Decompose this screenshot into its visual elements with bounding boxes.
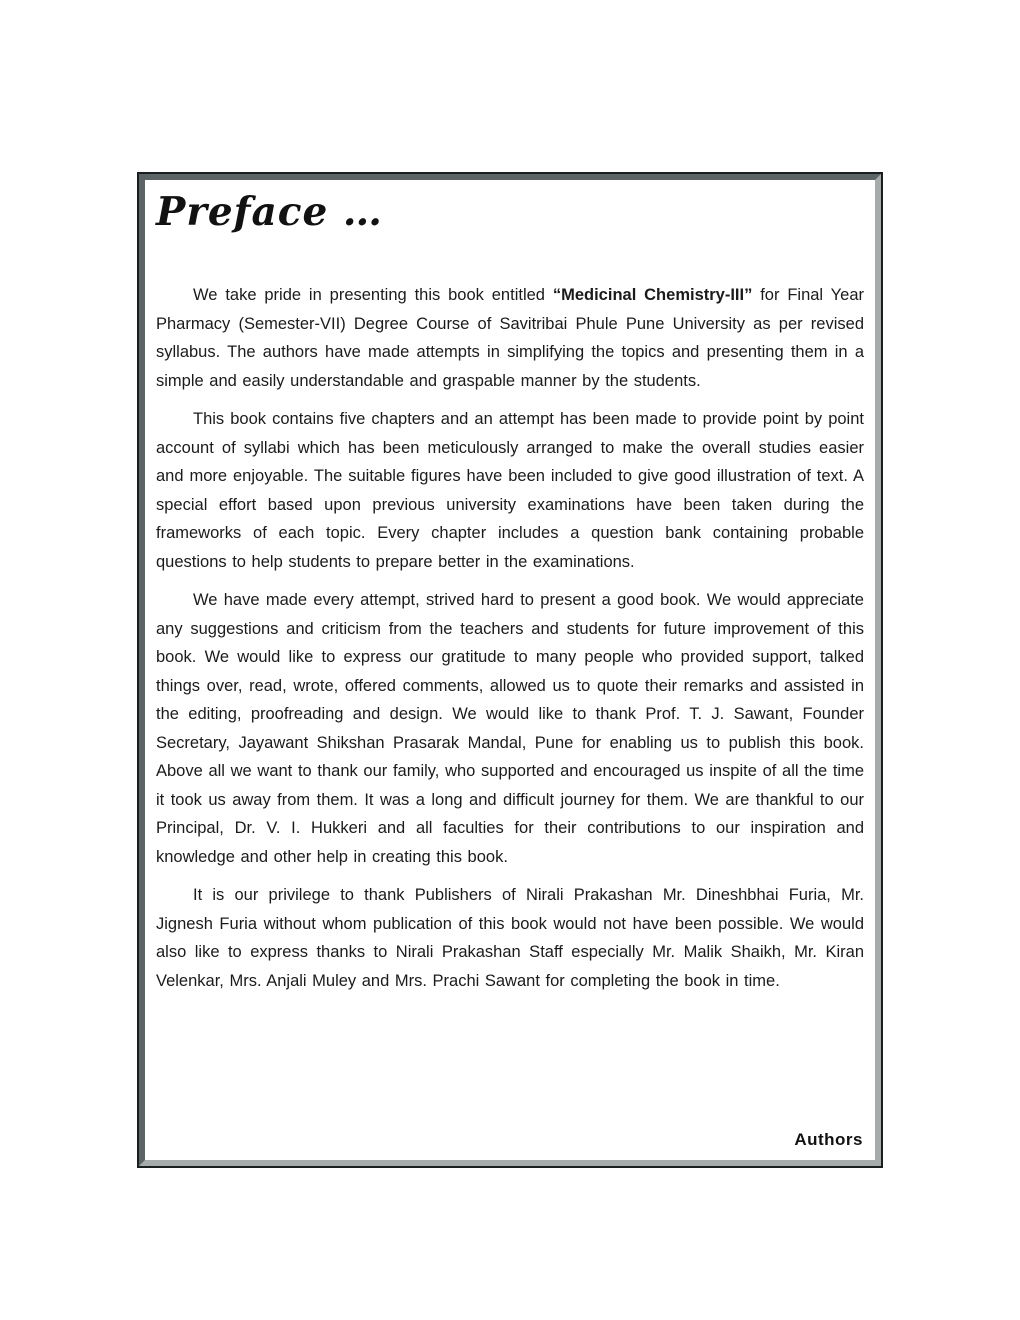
book-title-bold: “Medicinal Chemistry-III” [552,286,753,304]
preface-frame [137,172,883,1168]
frame-bevel-border [139,174,881,1166]
paragraph-1-text-after: for Final Year Pharmacy (Semester-VII) Degree Course of Savitribai Phule Pune University as per revised syllabus. The authors have made attempts in simplifying the topics and presenting them in a simple and easily understandable and graspable manner by the students. [156,286,865,390]
preface-paragraph-3: We have made every attempt, strived hard to present a good book. We would appreciate any suggestions and criticism from the teachers and students for future improvement of this book. We would like to express our gratitude to many people who provided support, talked things over, read, wrote, offered comments, allowed us to quote their remarks and assisted in the editing, proofreading and design. We would like to thank Prof. T. J. Sawant, Founder Secretary, Jayawant Shikshan Prasarak Mandal, Pune for enabling us to publish this book. Above all we want to thank our family, who supported and encouraged us inspite of all the time it took us away from them. It was a long and difficult journey for them. We are thankful to our Principal, Dr. V. I. Hukkeri and all faculties for their contributions to our inspiration and knowledge and other help in creating this book. [156,591,864,866]
page-title: Preface … [156,189,383,235]
preface-paragraph-1 [156,281,864,395]
authors-signature: Authors [794,1130,863,1149]
preface-paragraph-4: It is our privilege to thank Publishers of Nirali Prakashan Mr. Dineshbhai Furia, Mr. Jignesh Furia without whom publication of this book would not have been possible. We would also like to express thanks to Nirali Prakashan Staff especially Mr. Malik Shaikh, Mr. Kiran Velenkar, Mrs. Anjali Muley and Mrs. Prachi Sawant for completing the book in time. [156,886,864,990]
preface-paragraph-2: This book contains five chapters and an attempt has been made to provide point by point account of syllabi which has been meticulously arranged to make the overall studies easier and more enjoyable. The suitable figures have been included to give good illustration of text. A special effort based upon previous university examinations have been taken during the frameworks of each topic. Every chapter includes a question bank containing probable questions to help students to prepare better in the examinations. [156,410,864,571]
paragraph-1-text-before: We take pride in presenting this book entitled [193,286,553,304]
preface-content [145,180,875,1160]
